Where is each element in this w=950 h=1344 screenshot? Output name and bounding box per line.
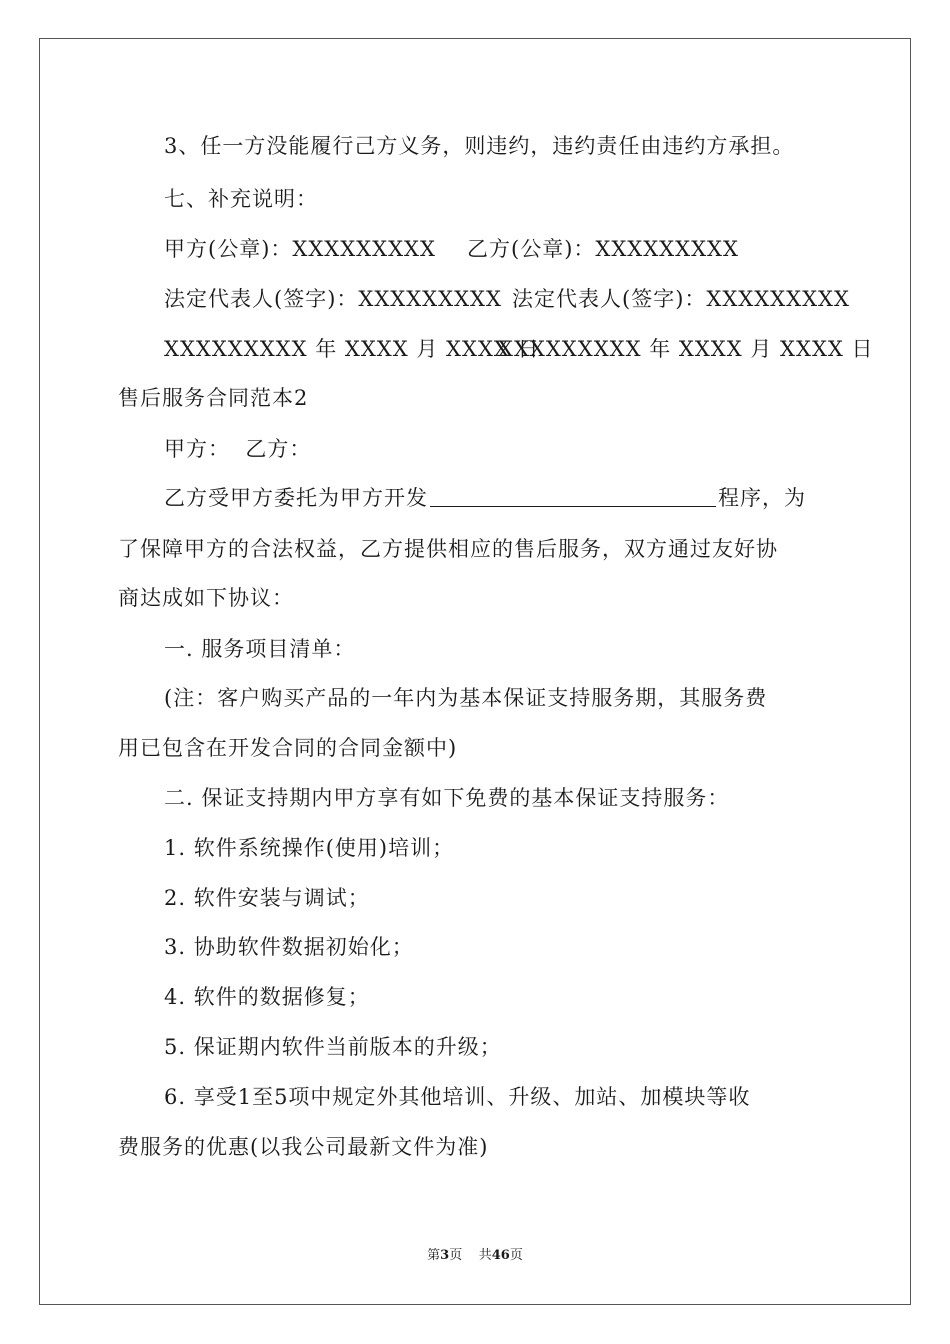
section-heading-service-list: 一. 服务项目清单： (164, 637, 356, 661)
list-item: 2. 软件安装与调试； (164, 886, 370, 910)
footer-prefix: 第 (427, 1248, 441, 1263)
party-b-representative: 法定代表人(签字)：XXXXXXXXX (512, 287, 850, 311)
parties-line: 甲方： 乙方： (164, 437, 312, 461)
paragraph-line (164, 483, 806, 513)
paragraph-line: (注：客户购买产品的一年内为基本保证支持服务期，其服务费 (164, 686, 768, 710)
page-border (39, 38, 911, 1305)
list-item: 1. 软件系统操作(使用)培训； (164, 836, 455, 860)
paragraph-text: 程序，为 (718, 486, 806, 510)
paragraph-line: 商达成如下协议： (118, 586, 294, 610)
fill-in-blank (430, 484, 716, 507)
list-item: 5. 保证期内软件当前版本的升级； (164, 1035, 502, 1059)
party-b-seal: 乙方(公章)：XXXXXXXXX (467, 237, 739, 261)
footer-suffix: 页 (509, 1248, 523, 1263)
section-heading-free-support: 二. 保证支持期内甲方享有如下免费的基本保证支持服务： (164, 786, 730, 810)
party-a-representative: 法定代表人(签字)：XXXXXXXXX (164, 287, 502, 311)
document-subtitle: 售后服务合同范本2 (118, 386, 309, 410)
paragraph-text: 乙方受甲方委托为甲方开发 (164, 486, 428, 510)
total-page-count: 46 (491, 1248, 510, 1263)
list-item: 6. 享受1至5项中规定外其他培训、升级、加站、加模块等收 (164, 1085, 751, 1109)
current-page-number: 3 (440, 1248, 450, 1263)
party-a-seal: 甲方(公章)：XXXXXXXXX (164, 237, 436, 261)
section-heading-supplement: 七、补充说明： (164, 187, 318, 211)
party-a-date: XXXXXXXXX 年 XXXX 月 XXXX 日 (164, 337, 540, 361)
paragraph-line: 了保障甲方的合法权益，乙方提供相应的售后服务，双方通过友好协 (118, 537, 778, 561)
party-b-date: XXXXXXXXX 年 XXXX 月 XXXX 日 (498, 337, 874, 361)
list-item: 3. 协助软件数据初始化； (164, 935, 414, 959)
list-item: 4. 软件的数据修复； (164, 985, 370, 1009)
list-item-continuation: 费服务的优惠(以我公司最新文件为准) (118, 1135, 489, 1159)
footer-middle: 页 共 (449, 1248, 492, 1263)
paragraph-line: 3、任一方没能履行己方义务，则违约，违约责任由违约方承担。 (164, 134, 795, 158)
page-footer (0, 1247, 950, 1265)
paragraph-line: 用已包含在开发合同的合同金额中) (118, 736, 458, 760)
